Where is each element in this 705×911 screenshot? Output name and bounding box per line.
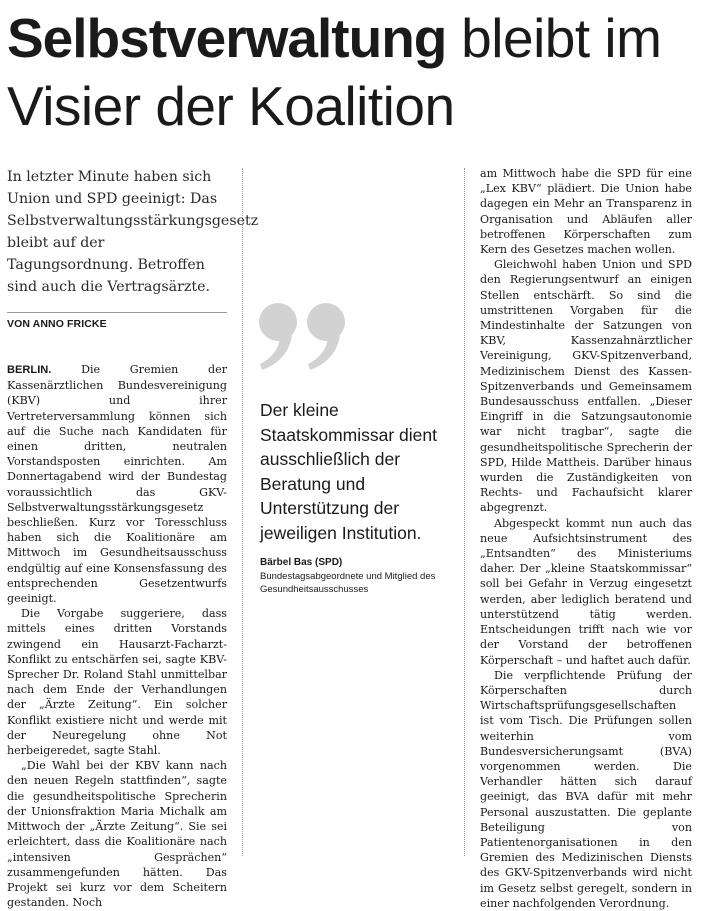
paragraph [7, 362, 227, 606]
teaser: In letzter Minute haben sich Union und SPD geeinigt: Das Selbstverwaltungsstärkungsgesetz bleibt auf der Tagungsordnung. Betroffen sind auch die Vertragsärzte. [7, 169, 259, 295]
paragraph-text: Die Gremien der Kassenärztlichen Bundesvereinigung (KBV) und ihrer Vertreterversammlung können sich auf die Suche nach Kandidaten für einen dritten, neutralen Vorstandsposten einrichten. Am Donnertagabend wird der Bundestag voraussichtlich das GKV-Selbstverwaltungsstärkungsgesetz beschließen. Kurz vor Toresschluss haben sich die Koalitionäre am Mittwoch im Gesundheitsausschuss endgültig auf eine Konsensfassung des entsprechenden Gesetzentwurfs geeinigt. [7, 363, 227, 606]
article-column-3 [480, 166, 692, 911]
headline-rest: bleibt im Visier der Koalition [7, 7, 662, 137]
quote-mark-icon [256, 300, 356, 370]
headline-bold: Selbstverwaltung [7, 7, 447, 69]
paragraph: am Mittwoch habe die SPD für eine „Lex KBV“ plädiert. Die Union habe dagegen ein Mehr an Transparenz in Organisation und Abläufen aller betroffenen Körperschaften zum Kern des Gesetzes machen wollen. [480, 167, 692, 257]
article-column-1 [7, 362, 227, 910]
pullquote-text: Der kleine Staatskommissar dient ausschließlich der Beratung und Unterstützung der jeweiligen Institution. [260, 400, 438, 543]
column-divider-right [464, 168, 465, 856]
headline [7, 4, 702, 140]
pullquote-role: Bundestagsabgeordnete und Mitglied des Gesundheitsausschusses [260, 571, 436, 595]
paragraph: „Die Wahl bei der KBV kann nach den neuen Regeln stattfinden“, sagte die gesundheitspolitische Sprecherin der Unionsfraktion Maria Michalk am Mittwoch der „Ärzte Zeitung“. Sie sei erleichtert, dass die Koalitionäre nach „intensiven Gesprächen“ zusammengefunden hätten. Das Projekt sei kurz vor dem Scheitern gestanden. Noch [7, 759, 227, 910]
paragraph: Gleichwohl haben Union und SPD den Regierungsentwurf an einigen Stellen entschärft. So sind die umstrittenen Vorgaben für die Mindestinhalte der Satzungen von KBV, Kassenzahnärztlicher Vereinigung, GKV-Spitzenverband, Medizinischem Dienst des Kassen-Spitzenverbands und Gemeinsamem Bundesausschuss entfallen. „Dieser Eingriff in die Satzungsautonomie war nicht tragbar“, sagte die gesundheitspolitische Sprecherin der SPD, Hilde Mattheis. Darüber hinaus wurden die Zuständigkeiten von Rechts- und Fachaufsicht klarer abgegrenzt. [480, 258, 692, 515]
column-divider-left [242, 168, 243, 856]
byline-rule [7, 312, 227, 313]
paragraph: Abgespeckt kommt nun auch das neue Aufsichtsinstrument des „Entsandten“ des Ministeriums daher. Der „kleine Staatskommissar“ soll bei Gefahr in Verzug eingesetzt werden, aber lediglich beratend und unterstützend tätig werden. Entscheidungen trifft nach wie vor der Vorstand der betroffenen Körperschaft – und haftet auch dafür. [480, 516, 692, 667]
pullquote-author: Bärbel Bas (SPD) [260, 557, 343, 568]
paragraph: Die Vorgabe suggeriere, dass mittels eines dritten Vorstands zwingend ein Hausarzt-Facharzt-Konflikt zu entschärfen sei, sagte KBV-Sprecher Dr. Roland Stahl unmittelbar nach dem Ende der Verhandlungen der „Ärzte Zeitung“. Ein solcher Konflikt existiere nicht und werde mit der Neuregelung ohne Not herbeigeredet, sagte Stahl. [7, 607, 227, 758]
paragraph: Die verpflichtende Prüfung der Körperschaften durch Wirtschaftsprüfungsgesellschaften ist vom Tisch. Die Prüfungen sollen weiterhin vom Bundesversicherungsamt (BVA) vorgenommen werden. Die Verhandler hätten sich darauf geeinigt, das BVA dafür mit mehr Personal auszustatten. Die geplante Beteiligung von Patientenorganisationen in den Gremien des Medizinischen Diensts des GKV-Spitzenverbands wird nicht im Gesetz selbst geregelt, sondern in einer nachfolgenden Verordnung. [480, 668, 692, 910]
dateline: BERLIN. [7, 364, 52, 376]
byline: VON ANNO FRICKE [7, 318, 107, 330]
